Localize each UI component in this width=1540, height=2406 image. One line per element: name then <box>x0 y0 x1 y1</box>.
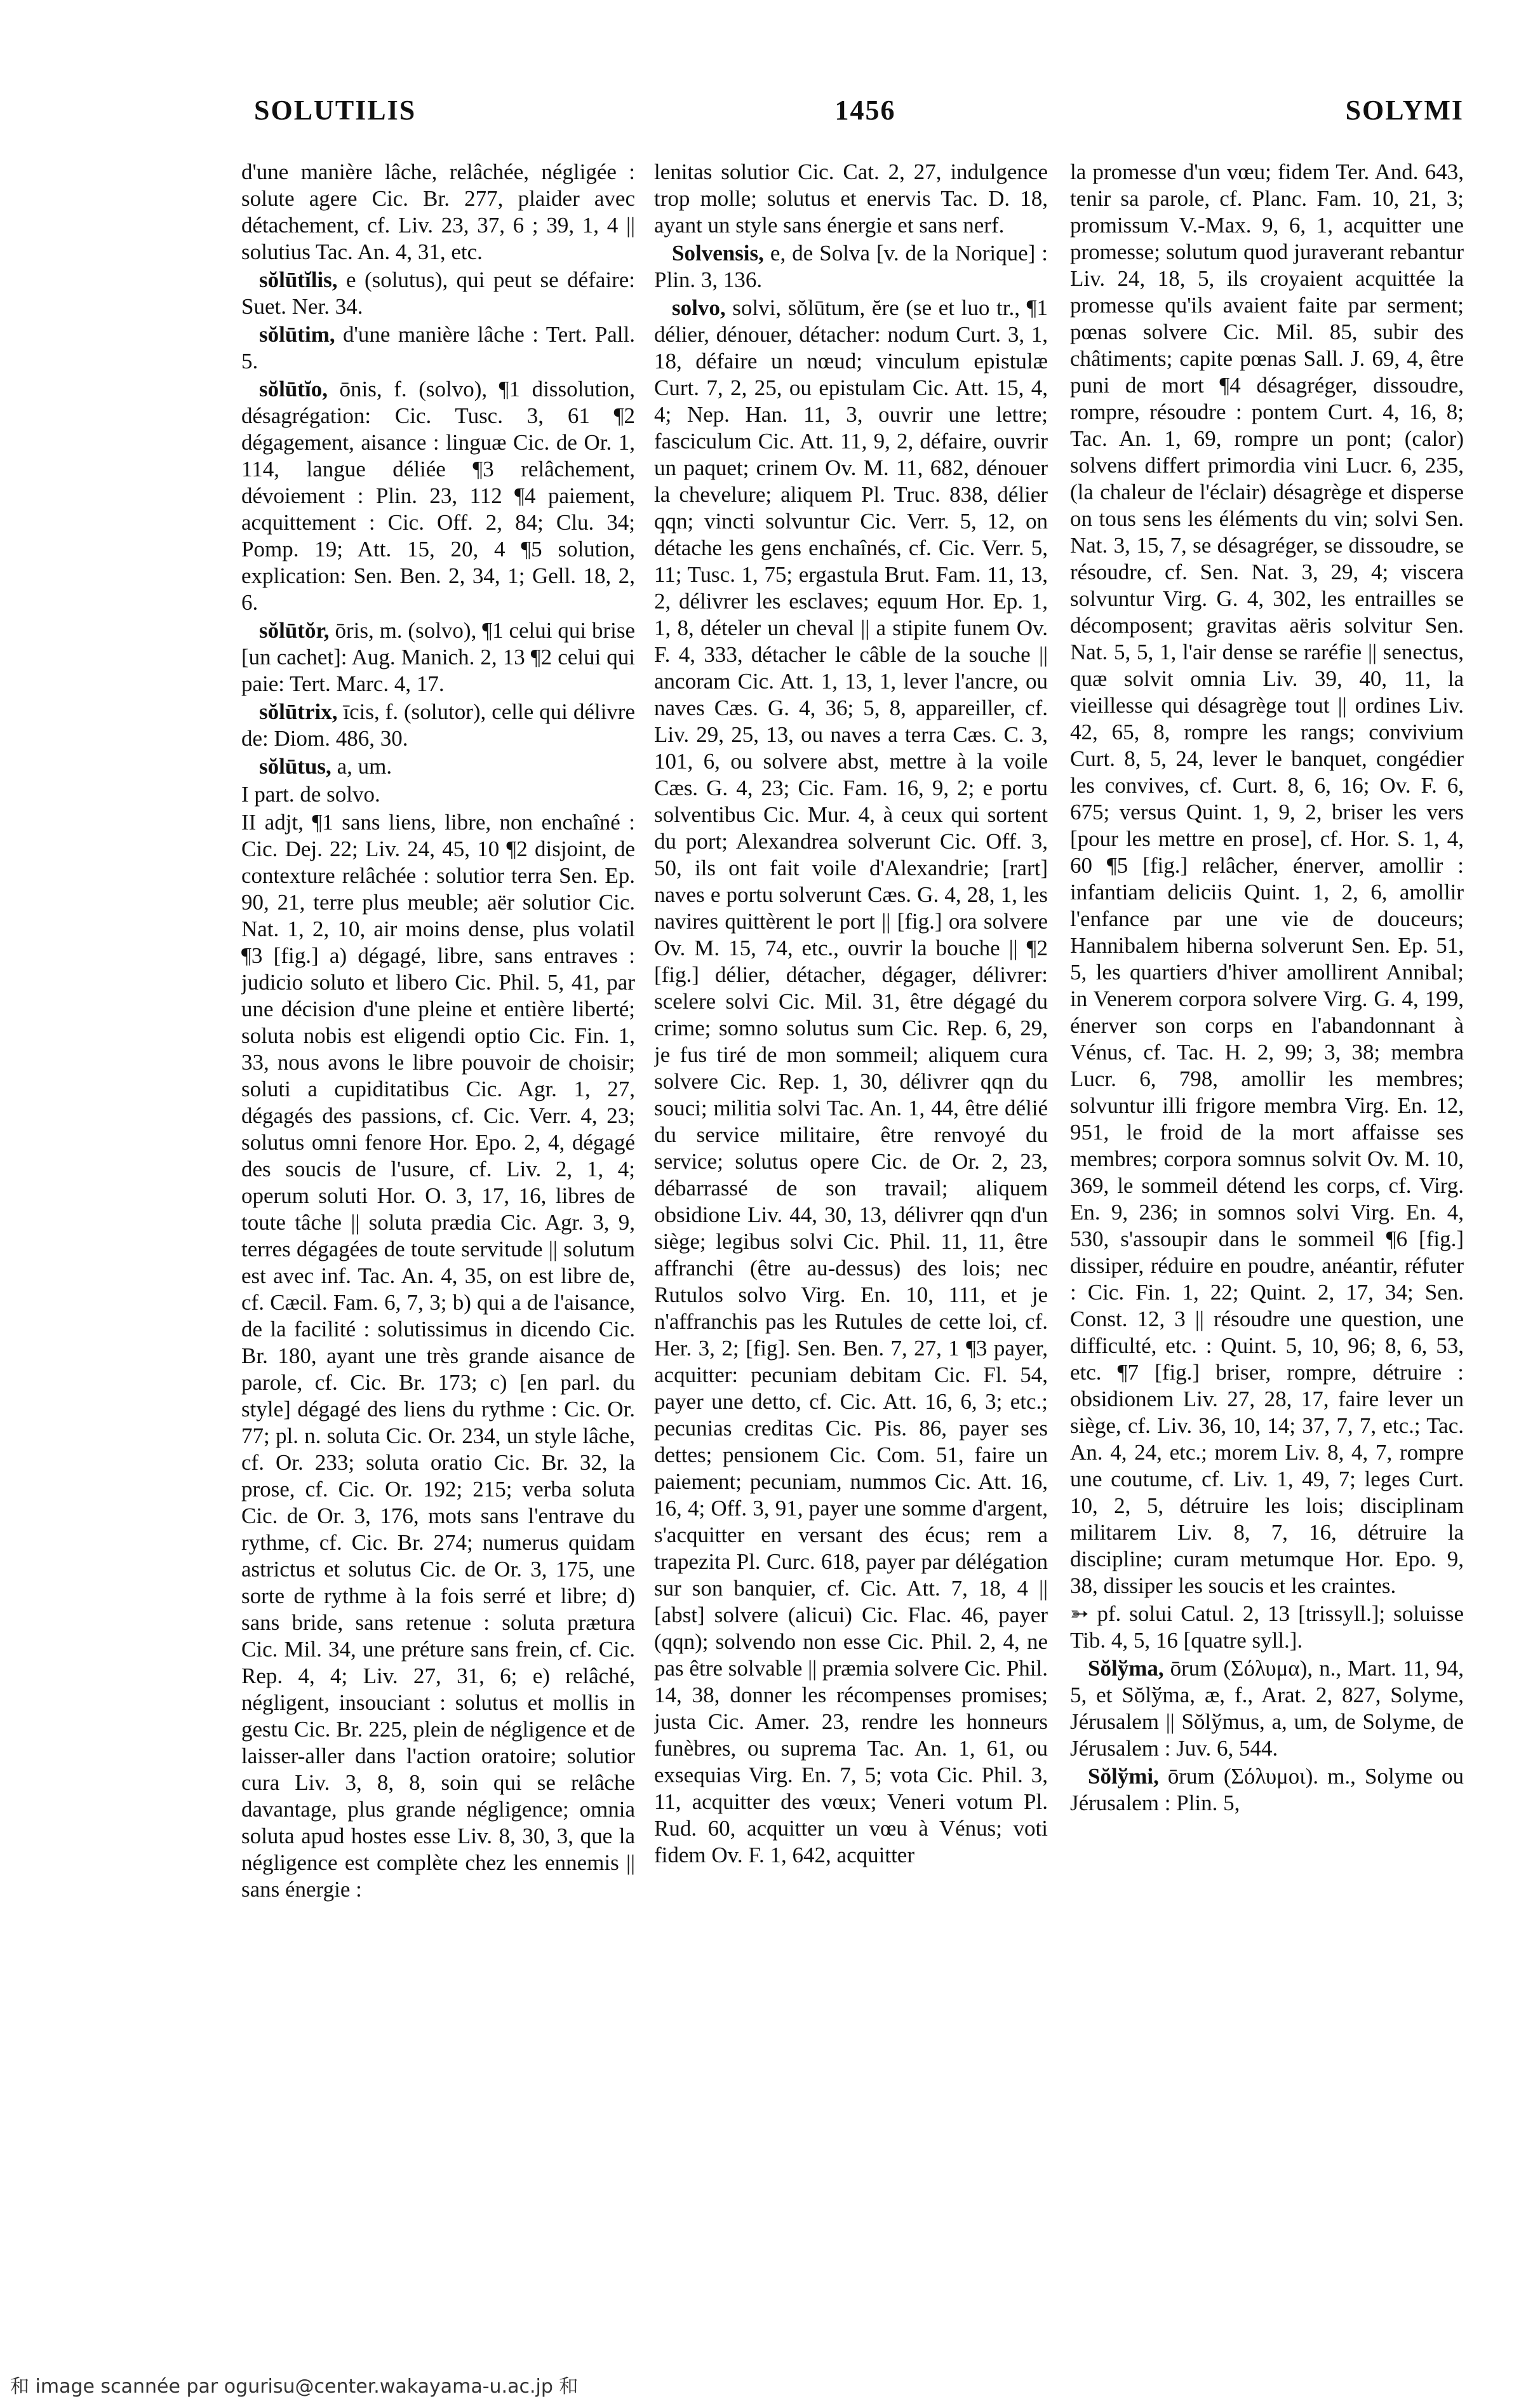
entry-text: lenitas solutior Cic. Cat. 2, 27, indulgence trop molle; solutus et enervis Tac. D. 18, ayant un style sans énergie et sans nerf. <box>654 159 1048 238</box>
dictionary-entry <box>654 240 1048 293</box>
entry-text: solvi, sŏlūtum, ĕre (se et luo tr., ¶1 délier, dénouer, détacher: nodum Curt. 3, 1, 18, défaire un nœud; vinculum epistulæ Curt. 7, 2, 25, ou epistulam Cic. Att. 15, 4, 4; Nep. Han. 11, 3, ouvrir une lettre; fasciculum Cic. Att. 11, 9, 2, défaire, ouvrir un paquet; crinem Ov. M. 11, 682, dénouer la chevelure; aliquem Pl. Truc. 838, délier qqn; vincti solvuntur Cic. Verr. 5, 12, on détache les gens enchaînés, cf. Cic. Verr. 5, 11; Tusc. 1, 75; ergastula Brut. Fam. 11, 13, 2, délivrer les esclaves; equum Hor. Ep. 1, 1, 8, dételer un cheval || a stipite funem Ov. F. 4, 333, détacher le câble de la souche || ancoram Cic. Att. 1, 13, 1, lever l'ancre, ou naves Cæs. G. 4, 36; 5, 8, appareiller, cf. Liv. 29, 25, 13, ou naves a terra Cæs. C. 3, 101, 6, ou solvere abst, mettre à la voile Cæs. G. 4, 23; Cic. Fam. 16, 9, 2; e portu solventibus Cic. Mur. 4, à ceux qui sortent du port; Alexandrea solverunt Cic. Off. 3, 50, ils ont fait voile d'Alexandrie; [rart] naves e portu solverunt Cæs. G. 4, 28, 1, les navires quittèrent le port || [fig.] ora solvere Ov. M. 15, 74, etc., ouvrir la bouche || ¶2 [fig.] délier, détacher, dégager, délivrer: scelere solvi Cic. Mil. 31, être dégagé du crime; somno solutus sum Cic. Rep. 6, 29, je fus tiré de mon sommeil; aliquem cura solvere Cic. Rep. 1, 30, délivrer qqn du souci; militia solvi Tac. An. 1, 44, être délié du service militaire, être renvoyé du service; solutus opere Cic. de Or. 2, 23, débarrassé de son travail; aliquem obsidione Liv. 44, 30, 13, délivrer qqn d'un siège; legibus solvi Cic. Phil. 11, 11, être affranchi (être au-dessus) des lois; nec Rutulos solvo Virg. En. 10, 111, et je n'affranchis pas les Rutules de cette loi, cf. Her. 3, 2; [fig]. Sen. Ben. 7, 27, 1 ¶3 payer, acquitter: pecuniam debitam Cic. Fl. 54, payer une detto, cf. Cic. Att. 16, 6, 3; etc.; pecunias creditas Cic. Pis. 86, payer ses dettes; pensionem Cic. Com. 51, faire un paiement; pecuniam, nummos Cic. Att. 16, 16, 4; Off. 3, 91, payer une somme d'argent, s'acquitter en versant des écus; rem a trapezita Pl. Curc. 618, payer par délégation sur son banquier, cf. Cic. Att. 7, 18, 4 || [abst] solvere (alicui) Cic. Flac. 46, payer (qqn); solvendo non esse Cic. Phil. 2, 4, ne pas être solvable || præmia solvere Cic. Phil. 14, 38, donner les récompenses promises; justa Cic. Amer. 23, rendre les honneurs funèbres, ou suprema Tac. An. 1, 61, ou exsequias Virg. En. 7, 5; vota Cic. Phil. 3, 11, acquitter des vœux; Veneri votum Pl. Rud. 60, acquitter un vœu à Vénus; voti fidem Ov. F. 1, 642, acquitter <box>654 295 1048 1867</box>
header-left-guide-word: SOLUTILIS <box>254 95 417 126</box>
entry-text: ōrum (Σόλυμοι). m., Solyme ou Jérusalem : Plin. 5, <box>1070 1764 1464 1815</box>
dictionary-entry <box>241 267 635 320</box>
dictionary-entry <box>1070 1655 1464 1762</box>
entry-headword: sŏlūtus, <box>259 754 331 779</box>
dictionary-entry <box>654 159 1048 239</box>
entry-headword: Sŏlўma, <box>1088 1656 1164 1681</box>
entry-text: I part. de solvo. <box>241 782 380 807</box>
entry-text: ōnis, f. (solvo), ¶1 dissolution, désagrégation: Cic. Tusc. 3, 61 ¶2 dégagement, aisance : linguæ Cic. de Or. 1, 114, langue déliée ¶3 relâchement, dévoiement : Plin. 23, 112 ¶4 paiement, acquittement : Cic. Off. 2, 84; Clu. 34; Pomp. 19; Att. 15, 20, 4 ¶5 solution, explication: Sen. Ben. 2, 34, 1; Gell. 18, 2, 6. <box>241 377 635 615</box>
dictionary-entry <box>241 699 635 752</box>
scan-credit-footer: 和 image scannée par ogurisu@center.wakayama-u.ac.jp 和 <box>10 2376 579 2398</box>
header-right-guide-word: SOLYMI <box>1345 95 1464 126</box>
entry-text: d'une manière lâche, relâchée, négligée : solute agere Cic. Br. 277, plaider avec détachement, cf. Liv. 23, 37, 6 ; 39, 1, 4 || solutius Tac. An. 4, 31, etc. <box>241 159 635 264</box>
entry-headword: Sŏlўmi, <box>1088 1764 1159 1789</box>
dictionary-entry <box>1070 1763 1464 1817</box>
entry-headword: sŏlūtŏr, <box>259 618 330 643</box>
entry-text: īcis, f. (solutor), celle qui délivre de: Diom. 486, 30. <box>241 699 635 751</box>
entry-text: ➳ pf. solui Catul. 2, 13 [trissyll.]; soluisse Tib. 4, 5, 16 [quatre syll.]. <box>1070 1601 1464 1653</box>
dictionary-entry <box>654 295 1048 1869</box>
entry-text: e (solutus), qui peut se défaire: Suet. Ner. 34. <box>241 267 635 319</box>
entry-headword: Solvensis, <box>672 241 764 265</box>
dictionary-entry <box>1070 1601 1464 1654</box>
dictionary-entry <box>241 159 635 265</box>
dictionary-entry <box>241 753 635 780</box>
column-3 <box>1070 159 1464 2306</box>
dictionary-entry <box>241 781 635 808</box>
entry-headword: sŏlūtim, <box>259 322 335 347</box>
entry-headword: solvo, <box>672 295 726 320</box>
page-number: 1456 <box>834 95 896 126</box>
dictionary-entry <box>241 809 635 1903</box>
dictionary-entry <box>241 321 635 375</box>
page-header <box>248 88 1483 132</box>
entry-text: ōris, m. (solvo), ¶1 celui qui brise [un cachet]: Aug. Manich. 2, 13 ¶2 celui qui paie: Tert. Marc. 4, 17. <box>241 618 635 696</box>
dictionary-entry <box>241 617 635 697</box>
entry-text: d'une manière lâche : Tert. Pall. 5. <box>241 322 635 373</box>
entry-headword: sŏlūtĭo, <box>259 377 328 401</box>
entry-headword: sŏlūtĭlis, <box>259 267 338 292</box>
entry-text: a, um. <box>337 754 392 779</box>
entry-text: e, de Solva [v. de la Norique] : Plin. 3, 136. <box>654 241 1048 292</box>
column-1 <box>241 159 635 2306</box>
entry-text: ōrum (Σόλυμα), n., Mart. 11, 94, 5, et Sŏlўma, æ, f., Arat. 2, 827, Solyme, Jérusalem || Sŏlўmus, a, um, de Solyme, de Jérusalem : Juv. 6, 544. <box>1070 1656 1464 1761</box>
entry-headword: sŏlūtrix, <box>259 699 338 724</box>
dictionary-entry <box>1070 159 1464 1599</box>
column-2 <box>654 159 1048 2306</box>
text-columns <box>241 159 1476 2306</box>
entry-text: la promesse d'un vœu; fidem Ter. And. 643, tenir sa parole, cf. Planc. Fam. 10, 21, 3; promissum V.-Max. 9, 6, 1, acquitter une promesse; solutum quod juraverant rebantur Liv. 24, 18, 5, ils croyaient acquittée la promesse qu'ils avaient faite par serment; pœnas solvere Cic. Mil. 85, subir des châtiments; capite pœnas Sall. J. 69, 4, être puni de mort ¶4 désagréger, dissoudre, rompre, résoudre : pontem Curt. 4, 16, 8; Tac. An. 1, 69, rompre un pont; (calor) solvens differt primordia vini Lucr. 6, 235, (la chaleur de l'éclair) désagrège et disperse on tous sens les éléments du vin; solvi Sen. Nat. 3, 15, 7, se désagréger, se dissoudre, se résoudre, cf. Sen. Nat. 3, 29, 4; viscera solvuntur Virg. G. 4, 302, les entrailles se décomposent; gravitas aëris solvitur Sen. Nat. 5, 5, 1, l'air dense se raréfie || senectus, quæ solvit omnia Liv. 39, 40, 11, la vieillesse qui désagrège tout || ordines Liv. 42, 65, 8, rompre les rangs; convivium Curt. 8, 5, 24, lever le banquet, congédier les convives, cf. Curt. 8, 6, 16; Ov. F. 6, 675; versus Quint. 1, 9, 2, briser les vers [pour les mettre en prose], cf. Hor. S. 1, 4, 60 ¶5 [fig.] relâcher, énerver, amollir : infantiam deliciis Quint. 1, 2, 6, amollir l'enfance par une vie de douceurs; Hannibalem hiberna solverunt Sen. Ep. 51, 5, les quartiers d'hiver amollirent Annibal; in Venerem corpora solvere Virg. G. 4, 199, énerver son corps en l'abandonnant à Vénus, cf. Tac. H. 2, 99; 3, 38; membra Lucr. 6, 798, amollir les membres; solvuntur illi frigore membra Virg. En. 12, 951, le froid de la mort affaisse ses membres; corpora somnus solvit Ov. M. 10, 369, le sommeil détend les corps, cf. Virg. En. 9, 236; in somnos solvi Virg. En. 4, 530, s'assoupir dans le sommeil ¶6 [fig.] dissiper, réduire en poudre, anéantir, réfuter : Cic. Fin. 1, 22; Quint. 2, 17, 34; Sen. Const. 12, 3 || résoudre une question, une difficulté, etc. : Quint. 5, 10, 96; 8, 6, 53, etc. ¶7 [fig.] briser, rompre, détruire : obsidionem Liv. 27, 28, 17, faire lever un siège, cf. Liv. 36, 10, 14; 37, 7, 7, etc.; Tac. An. 4, 24, etc.; morem Liv. 8, 4, 7, rompre une coutume, cf. Liv. 1, 49, 7; leges Curt. 10, 2, 5, détruire les lois; disciplinam militarem Liv. 8, 7, 16, détruire la discipline; curam metumque Hor. Epo. 9, 38, dissiper les soucis et les craintes. <box>1070 159 1464 1598</box>
entry-text: II adjt, ¶1 sans liens, libre, non enchaîné : Cic. Dej. 22; Liv. 24, 45, 10 ¶2 disjoint, de contexture relâchée : solutior terra Sen. Ep. 90, 21, terre plus meuble; aër solutior Cic. Nat. 1, 2, 10, air moins dense, plus volatil ¶3 [fig.] a) dégagé, libre, sans entraves : judicio soluto et libero Cic. Phil. 5, 41, par une décision d'une pleine et entière liberté; soluta nobis est eligendi optio Cic. Fin. 1, 33, nous avons le libre pouvoir de choisir; soluti a cupiditatibus Cic. Agr. 1, 27, dégagés des passions, cf. Cic. Verr. 4, 23; solutus omni fenore Hor. Epo. 2, 4, dégagé des soucis de l'usure, cf. Liv. 2, 1, 4; operum soluti Hor. O. 3, 17, 16, libres de toute tâche || soluta prædia Cic. Agr. 3, 9, terres dégagées de toute servitude || solutum est avec inf. Tac. An. 4, 35, on est libre de, cf. Cæcil. Fam. 6, 7, 3; b) qui a de l'aisance, de la facilité : solutissimus in dicendo Cic. Br. 180, ayant une très grande aisance de parole, cf. Cic. Br. 173; c) [en parl. du style] dégagé des liens du rythme : Cic. Or. 77; pl. n. soluta Cic. Or. 234, un style lâche, cf. Or. 233; soluta oratio Cic. Br. 32, la prose, cf. Cic. Or. 192; 215; verba soluta Cic. de Or. 3, 176, mots sans l'entrave du rythme, cf. Cic. Br. 274; numerus quidam astrictus et solutus Cic. de Or. 3, 175, une sorte de rythme à la fois serré et libre; d) sans bride, sans retenue : soluta prætura Cic. Mil. 34, une préture sans frein, cf. Cic. Rep. 4, 4; Liv. 27, 31, 6; e) relâché, négligent, insouciant : solutus et mollis in gestu Cic. Br. 225, plein de négligence et de laisser-aller dans l'action oratoire; solutior cura Liv. 3, 8, 8, soin qui se relâche davantage, plus grande négligence; omnia soluta apud hostes esse Liv. 8, 30, 3, que la négligence est complète chez les ennemis || sans énergie : <box>241 810 635 1902</box>
dictionary-entry <box>241 376 635 616</box>
